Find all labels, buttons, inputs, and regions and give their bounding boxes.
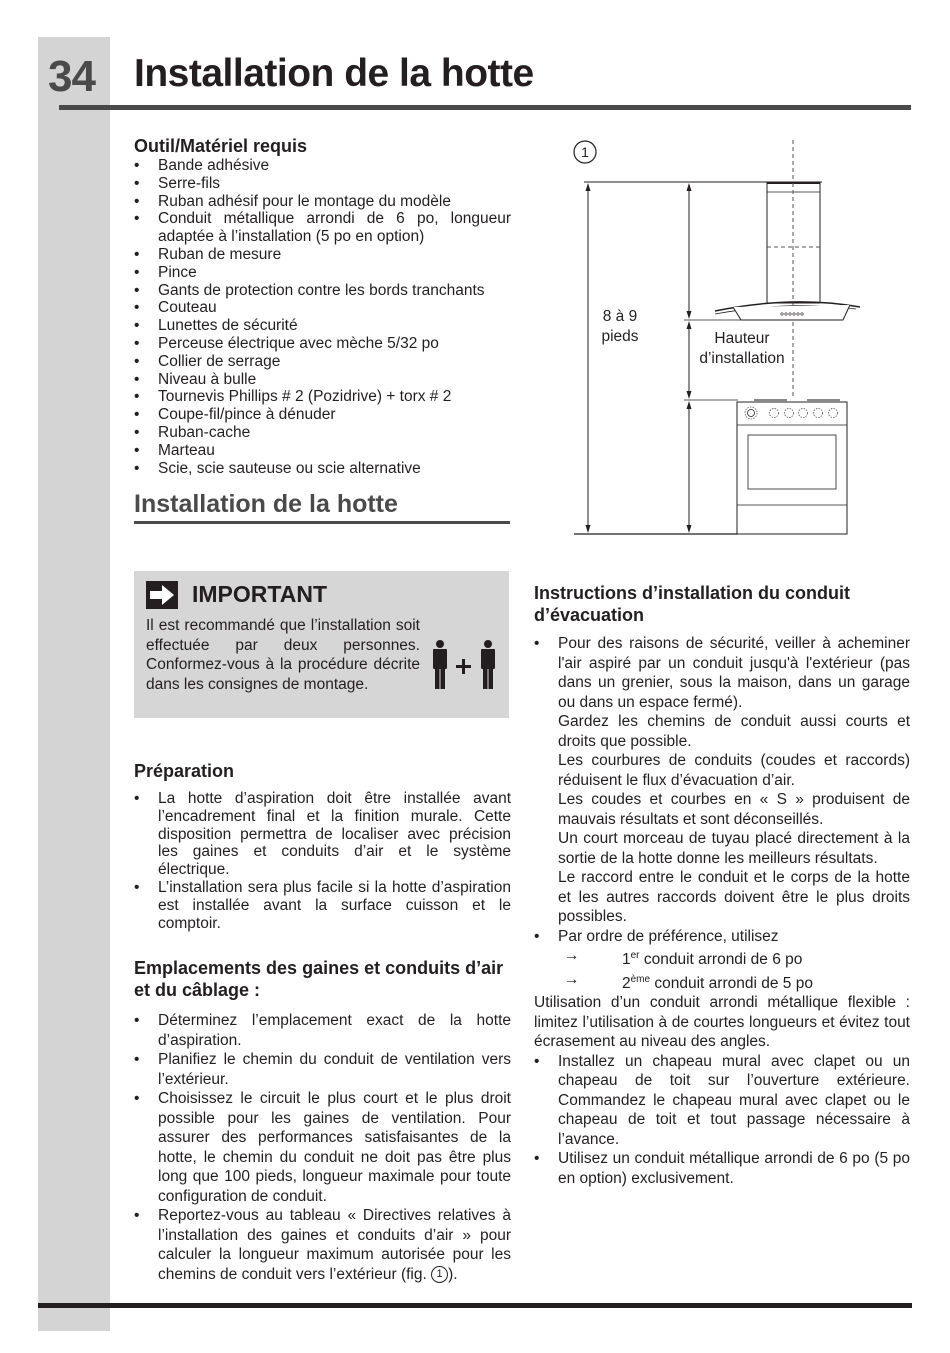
- preference-rank: 2: [622, 974, 631, 992]
- header-rule: [59, 105, 911, 110]
- figure-installation-height: [560, 135, 860, 545]
- list-item: • La hotte d’aspiration doit être installée avant l’encadrement final et la finition murale. Cette disposition permettra de localiser avec précision les gaines et conduits d’air et le système électrique.: [134, 790, 511, 879]
- tools-section: [134, 135, 511, 477]
- paragraph: Un court morceau de tuyau placé directement à la sortie de la hotte donne les meilleurs résultats.: [558, 830, 910, 867]
- section-title: Installation de la hotte: [134, 490, 398, 518]
- list-item: • Choisissez le circuit le plus court et le plus droit possible pour les gaines de ventilation. Pour assurer des performances satisfaisantes de la hotte, le chemin du conduit ne doit pas être plus long que 100 pieds, longueur maximale pour toute configuration de conduit.: [134, 1089, 511, 1206]
- exhaust-list-continued: [534, 1052, 910, 1189]
- list-item: • Couteau: [134, 299, 511, 317]
- preparation-section: [134, 760, 511, 932]
- preference-label: conduit arrondi de 5 po: [650, 974, 813, 992]
- total-height-label: [590, 307, 650, 347]
- exhaust-heading: Instructions d’installation du conduit d’évacuation: [534, 583, 850, 625]
- figure-reference: 1: [431, 1266, 448, 1283]
- list-item: • Coupe-fil/pince à dénuder: [134, 406, 511, 424]
- list-item: • L’installation sera plus facile si la hotte d’aspiration est installée avant la surface cuisson et le comptoir.: [134, 879, 511, 932]
- section-header: [134, 490, 510, 524]
- important-title: IMPORTANT: [192, 581, 328, 607]
- list-item: • Collier de serrage: [134, 353, 511, 371]
- figure-number: 1: [581, 144, 589, 160]
- install-height-line2: d’installation: [699, 350, 785, 367]
- ducts-location-section: [134, 957, 511, 1284]
- list-item: • Utilisez un conduit métallique arrondi de 6 po (5 po en option) exclusivement.: [534, 1149, 910, 1188]
- list-item: • Serre-fils: [134, 175, 511, 193]
- preference-text: [594, 951, 802, 968]
- list-item: • Ruban de mesure: [134, 246, 511, 264]
- list-item: • Perceuse électrique avec mèche 5/32 po: [134, 335, 511, 353]
- page-sidebar-band: [38, 37, 110, 1331]
- list-item: • Niveau à bulle: [134, 371, 511, 389]
- list-item: • Par ordre de préférence, utilisez: [534, 927, 910, 947]
- page-title: Installation de la hotte: [134, 52, 534, 95]
- preference-item: [534, 946, 910, 970]
- list-item: • Scie, scie sauteuse ou scie alternative: [134, 460, 511, 478]
- important-notice: [134, 571, 509, 718]
- list-item: • Planifiez le chemin du conduit de ventilation vers l’extérieur.: [134, 1050, 511, 1089]
- list-item-suffix: ).: [448, 1265, 458, 1283]
- two-persons-icon: [426, 639, 506, 696]
- preference-label: conduit arrondi de 6 po: [639, 951, 803, 969]
- arrow-icon: →: [564, 970, 580, 988]
- exhaust-list: [534, 634, 910, 946]
- ducts-location-heading: Emplacements des gaines et conduits d’air et du câblage :: [134, 958, 504, 1000]
- exhaust-section: [534, 582, 910, 1188]
- list-item: [134, 1206, 511, 1284]
- important-text: Il est recommandé que l’installation soit effectuée par deux personnes. Conformez-vous à la procédure décrite dans les consignes de montage.: [146, 617, 420, 693]
- tools-list: [134, 157, 511, 477]
- preference-text: [594, 975, 813, 992]
- list-item: • Pince: [134, 264, 511, 282]
- list-item: • Marteau: [134, 442, 511, 460]
- paragraph: • Pour des raisons de sécurité, veiller à acheminer l'air aspiré par un conduit jusqu'à l'extérieur (pas dans un grenier, sous la maison, dans un garage ou dans un espace fermé).: [558, 635, 910, 711]
- footer-rule: [38, 1303, 912, 1308]
- preference-rank: 1: [622, 951, 631, 969]
- list-item: [534, 634, 910, 927]
- page-number: 34: [48, 52, 95, 101]
- preparation-heading: Préparation: [134, 761, 235, 781]
- paragraph: Les coudes et courbes en « S » produisent de mauvais résultats et sont déconseillés.: [558, 791, 910, 828]
- preference-item: [534, 970, 910, 994]
- paragraph: Gardez les chemins de conduit aussi courts et droits que possible.: [558, 713, 910, 750]
- section-rule: [134, 521, 510, 524]
- flex-duct-note: Utilisation d’un conduit arrondi métallique flexible : limitez l’utilisation à de courtes longueurs et évitez tout écrasement au niveau des angles.: [534, 994, 910, 1051]
- arrow-right-icon: [146, 581, 178, 609]
- tools-heading: Outil/Matériel requis: [134, 136, 308, 156]
- preference-suffix: ème: [630, 973, 651, 985]
- list-item: • Ruban-cache: [134, 424, 511, 442]
- list-item: • Conduit métallique arrondi de 6 po, longueur adaptée à l’installation (5 po en option): [134, 210, 511, 246]
- list-item: • Installez un chapeau mural avec clapet ou un chapeau de toit sur l’ouverture extérieure. Commandez le chapeau mural avec clapet ou le chapeau de toit et tout passage nécessaire à l’avance.: [534, 1052, 910, 1150]
- paragraph: Les courbures de conduits (coudes et raccords) réduisent le flux d’évacuation d’air.: [558, 752, 910, 789]
- preparation-list: [134, 790, 511, 932]
- ducts-location-list: [134, 1011, 511, 1284]
- list-item: • Bande adhésive: [134, 157, 511, 175]
- preference-suffix: er: [630, 950, 640, 961]
- list-item: • Déterminez l’emplacement exact de la hotte d’aspiration.: [134, 1011, 511, 1050]
- total-height-value: 8 à 9: [602, 308, 638, 325]
- total-height-unit: pieds: [601, 328, 639, 345]
- list-item-text: Reportez-vous au tableau « Directives relatives à l’installation des gaines et conduits d’air » pour calculer la longueur maximum autorisée pour les chemins de conduit vers l’extérieur (fig.: [158, 1207, 511, 1283]
- arrow-icon: →: [564, 947, 580, 964]
- install-height-line1: Hauteur: [714, 330, 770, 347]
- list-item: • Tournevis Phillips # 2 (Pozidrive) + torx # 2: [134, 388, 511, 406]
- list-item: • Gants de protection contre les bords tranchants: [134, 282, 511, 300]
- list-item: • Ruban adhésif pour le montage du modèle: [134, 193, 511, 211]
- list-item: • Lunettes de sécurité: [134, 317, 511, 335]
- paragraph: Le raccord entre le conduit et le corps de la hotte et les autres raccords doivent être le plus droits possibles.: [558, 869, 910, 925]
- install-height-label: [692, 329, 792, 369]
